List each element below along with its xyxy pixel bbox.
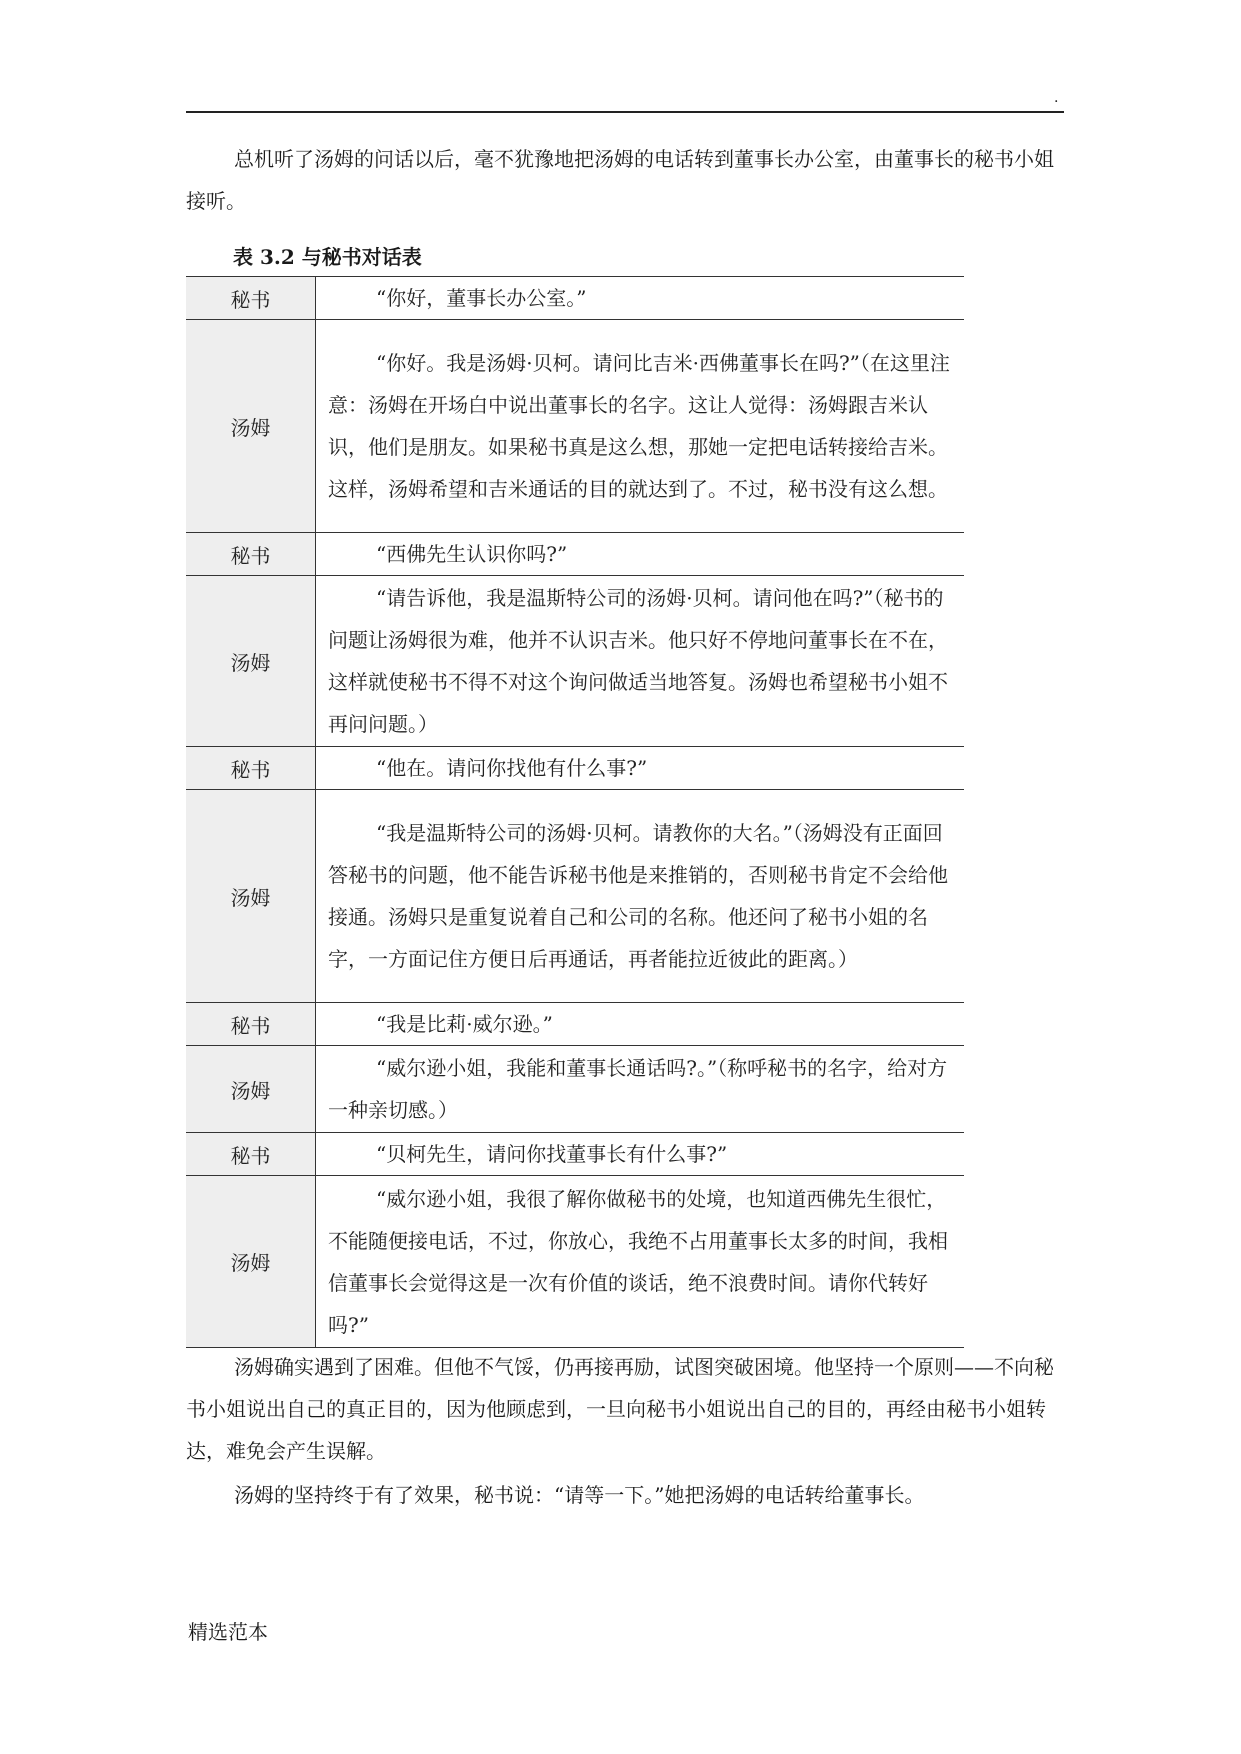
- speech-cell: “贝柯先生，请问你找董事长有什么事?”: [376, 1142, 728, 1166]
- speech-cell: “威尔逊小姐，我能和董事长通话吗?。”（称呼秘书的名字，给对方一种亲切感。）: [328, 1056, 948, 1122]
- table-row: [186, 576, 964, 747]
- speaker-cell: 秘书: [186, 277, 316, 320]
- body-paragraph: 汤姆确实遇到了困难。但他不气馁，仍再接再励，试图突破困境。他坚持一个原则——不向秘书小姐说出自己的真正目的，因为他顾虑到，一旦向秘书小姐说出自己的目的，再经由秘书小姐转达，难免会产生误解。: [186, 1355, 1054, 1463]
- table-row: [186, 1176, 964, 1348]
- table-row: [186, 1133, 964, 1176]
- speech-cell: “你好，董事长办公室。”: [376, 286, 587, 310]
- speech-cell: “我是比莉·威尔逊。”: [376, 1012, 553, 1036]
- speaker-cell: 秘书: [186, 533, 316, 576]
- speech-cell: “你好。我是汤姆·贝柯。请问比吉米·西佛董事长在吗?”（在这里注意：汤姆在开场白中说出董事长的名字。这让人觉得：汤姆跟吉米认识，他们是朋友。如果秘书真是这么想，那她一定把电话转接给吉米。这样，汤姆希望和吉米通话的目的就达到了。不过，秘书没有这么想。: [328, 351, 950, 501]
- header-rule: [186, 111, 1064, 113]
- body-paragraph: 汤姆的坚持终于有了效果，秘书说：“请等一下。”她把汤姆的电话转给董事长。: [234, 1483, 925, 1507]
- table-row: [186, 277, 964, 320]
- dialogue-table: [186, 276, 964, 1348]
- speaker-cell: 汤姆: [186, 1046, 316, 1133]
- table-row: [186, 790, 964, 1003]
- table-row: [186, 1046, 964, 1133]
- speech-cell: “西佛先生认识你吗?”: [376, 542, 568, 566]
- speaker-cell: 秘书: [186, 747, 316, 790]
- table-row: [186, 320, 964, 533]
- speech-cell: “我是温斯特公司的汤姆·贝柯。请教你的大名。”（汤姆没有正面回答秘书的问题，他不能告诉秘书他是来推销的，否则秘书肯定不会给他接通。汤姆只是重复说着自己和公司的名称。他还问了秘书小姐的名字，一方面记住方便日后再通话，再者能拉近彼此的距离。）: [328, 821, 948, 971]
- intro-paragraph: 总机听了汤姆的问话以后，毫不犹豫地把汤姆的电话转到董事长办公室，由董事长的秘书小姐接听。: [186, 147, 1054, 213]
- speaker-cell: 汤姆: [186, 790, 316, 1003]
- table-row: [186, 533, 964, 576]
- speaker-cell: 汤姆: [186, 1176, 316, 1348]
- speaker-cell: 汤姆: [186, 576, 316, 747]
- speech-cell: “威尔逊小姐，我很了解你做秘书的处境，也知道西佛先生很忙，不能随便接电话，不过，你放心，我绝不占用董事长太多的时间，我相信董事长会觉得这是一次有价值的谈话，绝不浪费时间。请你代转好吗?”: [328, 1186, 948, 1337]
- speaker-cell: 秘书: [186, 1003, 316, 1046]
- speech-cell: “请告诉他，我是温斯特公司的汤姆·贝柯。请问他在吗?”（秘书的问题让汤姆很为难，他并不认识吉米。他只好不停地问董事长在不在，这样就使秘书不得不对这个询问做适当地答复。汤姆也希望秘书小姐不再问问题。）: [328, 586, 948, 736]
- footer-text: 精选范本: [188, 1620, 268, 1644]
- table-caption: 表 3.2 与秘书对话表: [233, 245, 422, 269]
- table-row: [186, 1003, 964, 1046]
- speech-cell: “他在。请问你找他有什么事?”: [376, 756, 648, 780]
- speaker-cell: 秘书: [186, 1133, 316, 1176]
- speaker-cell: 汤姆: [186, 320, 316, 533]
- table-row: [186, 747, 964, 790]
- header-mark: .: [1054, 90, 1059, 106]
